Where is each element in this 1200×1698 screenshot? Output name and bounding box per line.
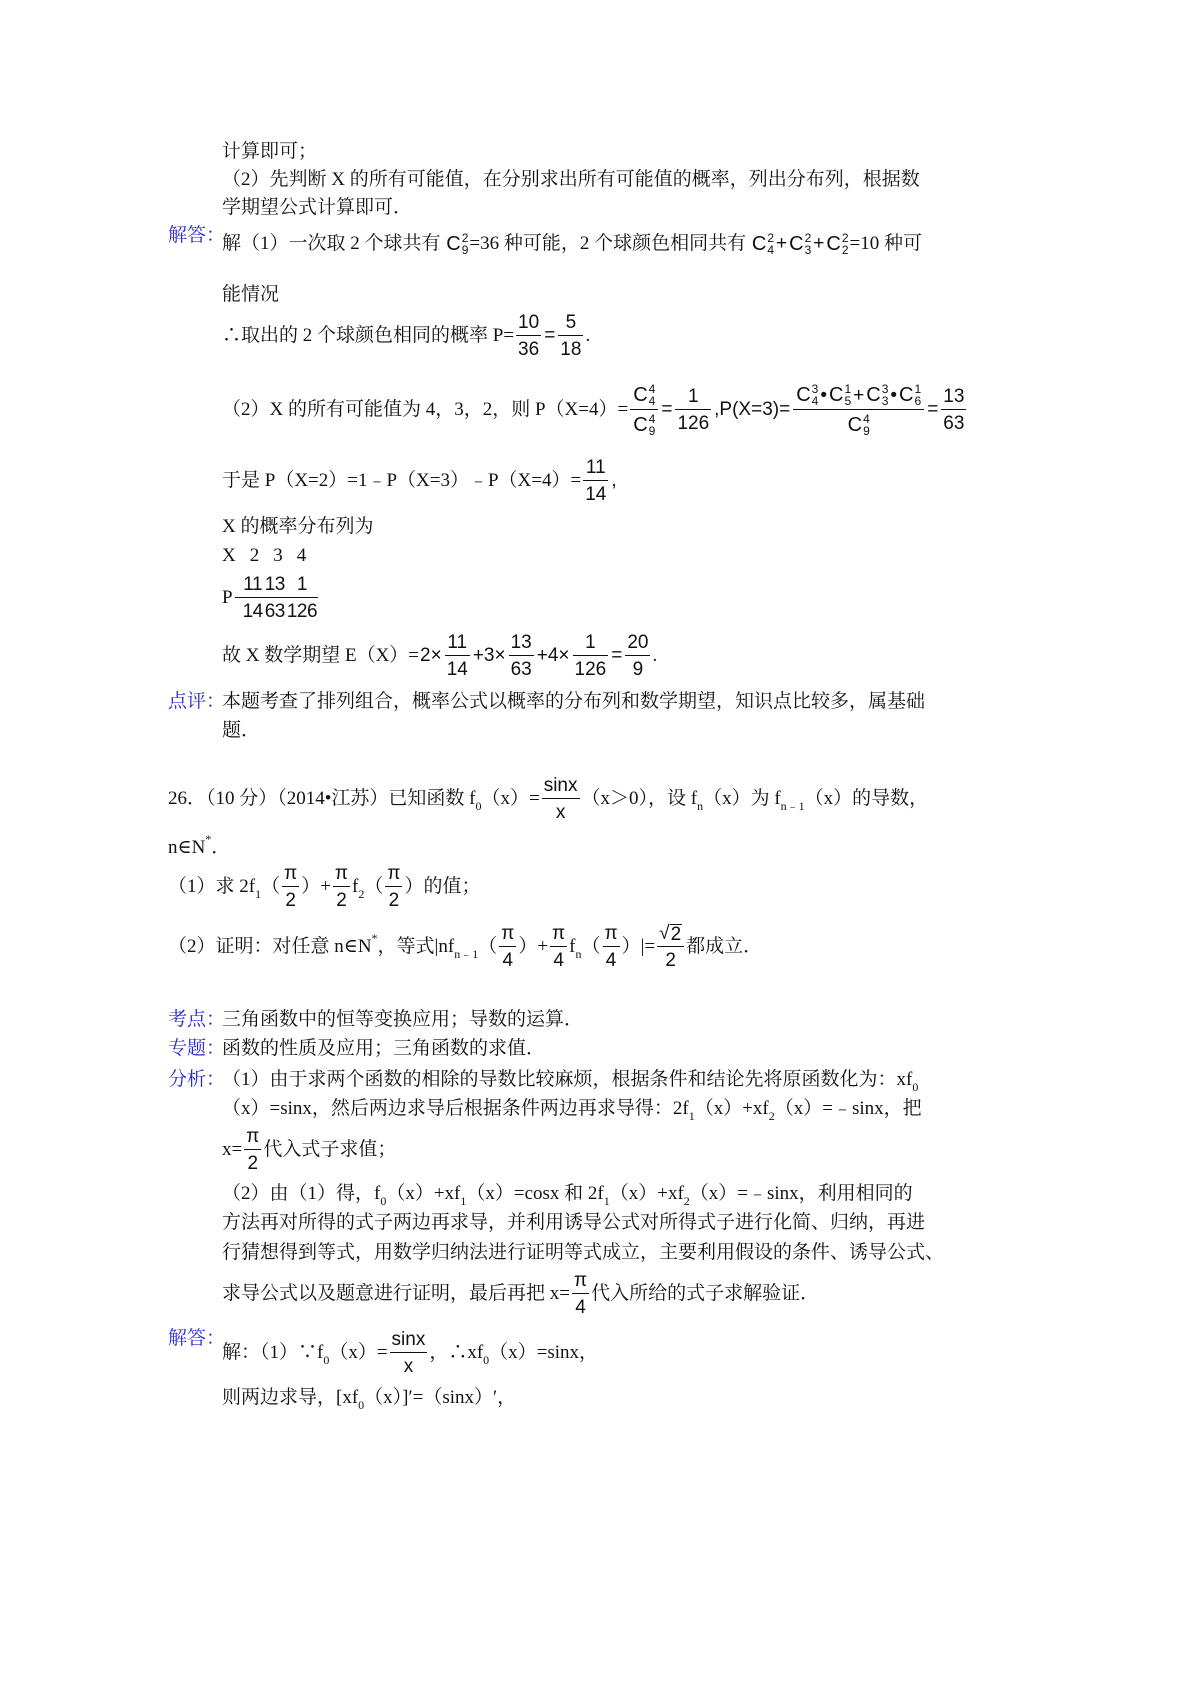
text-run: （2）由（1）得，f [222,1183,381,1204]
dist-x-value: 2 [249,545,260,566]
fraction-numerator: 20 [625,632,650,656]
text-run: 代入所给的式子求解验证． [591,1283,820,1304]
dist-p-label: P [222,587,233,608]
math-symbol: ,P(X=3)= [714,399,791,420]
math-symbol: = [927,399,939,420]
combination-upper-index: 4 [863,412,870,426]
fraction-numerator [630,383,658,410]
combination-indices [863,413,870,437]
text-run: （x）+xf [609,1183,684,1204]
fraction-denominator: 4 [605,950,617,971]
combination-lower-index: 9 [648,424,656,438]
distribution-table-row-p [222,568,318,628]
combination-base: C [789,233,804,255]
subscript: 0 [380,1194,387,1208]
text-run: （x）=sinx， [489,1342,599,1363]
text-run: 三角函数中的恒等变换应用；导数的运算． [222,1009,584,1030]
fraction [583,457,608,505]
text-run: （x）= [329,1342,388,1363]
combination-base: C [796,384,811,406]
combination-indices [842,232,849,256]
comment-line [222,672,925,732]
fraction [941,386,966,434]
text-run: 代入式子求值； [263,1139,397,1160]
solution-label: 解答： [168,225,226,246]
text-run: （x）= [481,788,540,809]
math-symbol: • [890,384,898,406]
dist-x-label: X [222,545,236,566]
combination-base: C [633,384,648,406]
text-run: 学期望公式计算即可． [222,197,413,218]
fraction [603,923,620,971]
combination-upper-index: 2 [461,231,469,245]
text-run: （ [478,936,498,957]
text-run: 解（1）一次取 2 个球共有 [222,233,446,254]
text-run: =10 种可 [849,233,922,254]
text-run: f [352,876,359,897]
combination-lower-index: 3 [804,243,812,257]
text-run: （x）的导数， [804,788,929,809]
fraction [558,312,583,360]
fraction-denominator: 14 [585,484,607,505]
fraction [286,574,318,622]
combination-upper-index: 4 [648,382,656,396]
solution-line [222,1368,516,1428]
subscript: 2 [768,1109,775,1123]
text-run: 求导公式以及题意进行证明，最后再把 x= [222,1283,570,1304]
fraction-denominator [630,410,658,437]
subscript: 1 [460,1194,467,1208]
text-run: （x＞0），设 f [581,788,698,809]
combination-lower-index: 6 [914,394,922,408]
fraction-denominator [793,410,924,437]
analysis-label: 分析： [168,1069,226,1090]
math-symbol: = [611,645,623,666]
subscript: 1 [688,1109,695,1123]
combination-symbol [446,232,468,256]
text-run: （x）=﹣sinx，利用相同的 [689,1183,913,1204]
combination-upper-index: 2 [767,231,775,245]
fraction-denominator: 2 [665,950,676,971]
text-run: ）|= [621,936,656,957]
text-run: （1）由于求两个函数的相除的导数比较麻烦，根据条件和结论先将原函数化为：xf [222,1069,913,1090]
fraction [793,383,924,437]
fraction-denominator: 63 [943,413,965,434]
text-run: 函数的性质及应用；三角函数的求值． [222,1038,546,1059]
combination-symbol [866,383,888,407]
fraction-numerator: 11 [583,457,608,481]
question-26-part-1 [168,857,481,917]
combination-symbol [789,232,811,256]
text-run: x= [222,1139,243,1160]
text-run: （ [581,936,601,957]
text-run: 解：（1）∵f [222,1342,324,1363]
superscript: * [371,931,378,945]
solution-line [222,214,922,274]
fraction-numerator: 1 [573,632,609,656]
combination-base: C [866,384,881,406]
combination-indices [649,383,656,407]
fraction [572,1270,589,1318]
text-run: 故 X 数学期望 E（X）= [222,645,420,666]
fraction [264,574,286,622]
fraction-numerator [793,383,924,410]
combination-symbol [899,383,921,407]
combination-symbol [633,413,655,437]
text-run: （x）=﹣sinx，把 [774,1098,922,1119]
fraction-denominator: 14 [446,659,468,680]
combination-indices [767,232,774,256]
text-run: f [569,936,576,957]
combination-base: C [826,233,841,255]
text-run: 能情况 [222,284,280,305]
text-run: （x）=sinx，然后两边求导后根据条件两边再求导得：2f [222,1098,689,1119]
fraction [333,863,350,911]
subscript: 2 [683,1194,690,1208]
math-symbol: • [820,384,827,406]
solution-label: 解答： [168,1328,226,1349]
radicand: 2 [670,924,682,945]
fraction-denominator: 126 [286,601,318,622]
combination-symbol [752,232,774,256]
combination-base: C [751,233,767,255]
subscript: 0 [483,1353,490,1367]
solution-line [222,380,968,440]
fraction-denominator: x [403,1356,414,1377]
subscript: n [575,947,582,961]
math-symbol: + [853,384,865,406]
text-run: 26．（10 分）（2014•江苏）已知函数 f [168,788,476,809]
text-run: ）+ [518,936,549,957]
fraction-denominator: 4 [502,950,514,971]
fraction-denominator: 4 [553,950,564,971]
combination-lower-index: 4 [767,243,775,257]
radical-sign: √ [659,923,670,944]
question-26-stem [168,769,928,829]
fraction [657,923,684,971]
combination-indices [649,413,656,437]
subscript: 0 [912,1080,919,1094]
fraction-numerator: π [333,863,350,887]
combination-upper-index: 3 [811,382,819,396]
text-run: （x）=cosx 和 2f [466,1183,604,1204]
fraction-numerator [657,923,684,947]
comment-label: 点评： [168,691,226,712]
text-run: 计算即可； [222,141,318,162]
fraction-numerator: π [244,1126,261,1150]
fraction-denominator: 18 [560,339,582,360]
fraction-denominator: 63 [510,659,532,680]
fraction-numerator: π [385,863,402,887]
fraction-numerator: 13 [264,574,286,598]
combination-symbol [633,383,655,407]
fraction-denominator: 126 [677,413,710,434]
text-run: （1）求 2f [168,876,256,897]
fraction [542,775,580,823]
combination-upper-index: 1 [914,382,922,396]
combination-upper-index: 1 [844,382,852,396]
fraction-numerator: sinx [390,1329,428,1353]
text-run: 题． [222,720,261,741]
comment-line [222,701,260,761]
combination-indices [882,383,889,407]
subscript: 2 [358,887,365,901]
text-run: . [652,645,658,666]
fraction-denominator: 63 [264,601,285,622]
fraction-denominator: 2 [285,890,296,911]
question-26-part-2 [168,917,762,977]
combination-symbol [796,383,818,407]
math-symbol: = [544,325,556,346]
math-symbol: +3× [472,645,506,666]
fraction-numerator: 13 [509,632,534,656]
fraction-denominator: 2 [336,890,347,911]
subscript: n﹣1 [780,799,805,813]
combination-lower-index: 4 [648,394,656,408]
text-run: （x）]′=（sinx）′， [364,1387,517,1408]
fraction-denominator: 2 [247,1153,259,1174]
combination-upper-index: 2 [804,231,812,245]
combination-upper-index: 3 [881,382,889,396]
text-run: ，等式|nf [377,936,455,957]
combination-base: C [899,384,914,406]
subscript: 0 [323,1353,330,1367]
dist-x-value: 3 [273,545,283,566]
fraction-numerator: π [572,1270,589,1294]
text-run: ）的值； [404,876,481,897]
combination-lower-index: 5 [844,394,852,408]
combination-indices [915,383,922,407]
subscript: 1 [255,887,262,901]
text-run: （2）X 的所有可能值为 4，3，2，则 P（X=4）= [222,399,629,420]
fraction-denominator: 126 [574,659,607,680]
text-run: ∴取出的 2 个球颜色相同的概率 P= [222,325,515,346]
combination-base: C [847,414,863,436]
fraction-denominator: x [555,802,566,823]
solution-line [222,306,590,366]
combination-lower-index: 2 [841,243,849,257]
fraction-numerator: π [499,923,516,947]
dist-x-value: 4 [296,545,307,566]
dist-p-values [235,574,318,622]
fraction-numerator: 1 [286,574,318,598]
math-symbol: +4× [536,645,570,666]
text-run: X 的概率分布列为 [222,516,374,537]
combination-symbol [829,383,851,407]
text-run: ，∴xf [429,1342,484,1363]
fraction [630,383,658,437]
text-run: 行猜想得到等式，用数学归纳法进行证明等式成立，主要利用假设的条件、诱导公式、 [222,1242,945,1263]
fraction-denominator: 9 [632,659,644,680]
text-run: 本题考查了排列组合，概率公式以概率的分布列和数学期望，知识点比较多，属基础 [222,691,926,712]
text-run: 则两边求导，[xf [222,1387,359,1408]
combination-indices [462,232,469,256]
superscript: * [205,832,212,846]
fraction-denominator: 2 [388,890,400,911]
text-run: =36 种可能，2 个球颜色相同共有 [469,233,751,254]
fraction [550,923,567,971]
math-symbol: 2× [420,645,442,666]
text-run: （x）为 f [703,788,781,809]
math-symbol: + [776,233,788,254]
combination-base: C [446,233,461,255]
fraction-numerator: 5 [558,312,583,336]
topic-label: 专题： [168,1038,226,1059]
fraction [516,312,541,360]
combination-lower-index: 4 [811,394,819,408]
combination-lower-index: 9 [863,424,870,438]
combination-base: C [633,414,648,436]
fraction [235,574,264,622]
fraction-denominator: 36 [518,339,540,360]
fraction-denominator: 4 [575,1297,586,1318]
fraction-numerator: 1 [675,386,711,410]
fraction-denominator: 14 [242,601,263,622]
knowledge-point-label: 考点： [168,1009,226,1030]
text-run: （2）先判断 X 的所有可能值，在分别求出所有可能值的概率，列出分布列，根据数 [222,169,920,190]
fraction [499,923,516,971]
text-run: . [585,325,591,346]
text-run: （ [261,876,281,897]
combination-symbol [826,232,848,256]
fraction-numerator: 11 [445,632,470,656]
fraction-numerator: π [603,923,620,947]
subscript: n [697,799,704,813]
fraction-numerator: π [282,863,299,887]
combination-indices [805,232,812,256]
text-run: （2）证明：对任意 n∈N [168,936,372,957]
math-symbol: = [661,399,673,420]
combination-indices [812,383,819,407]
text-run: ）+ [301,876,331,897]
subscript: 1 [603,1194,610,1208]
square-root [659,923,682,944]
fraction-numerator: 10 [516,312,541,336]
text-run: （x）+xf [694,1098,769,1119]
text-run: 于是 P（X=2）=1﹣P（X=3）﹣P（X=4）= [222,470,582,491]
fraction-numerator: 13 [941,386,966,410]
combination-symbol [848,413,870,437]
text-run: 都成立． [686,936,763,957]
fraction [675,386,711,434]
fraction [385,863,402,911]
combination-lower-index: 3 [881,394,889,408]
text-run: （ [364,876,384,897]
fraction-numerator: π [550,923,567,947]
combination-upper-index: 2 [841,231,849,245]
text-run: （x）+xf [386,1183,461,1204]
fraction [282,863,299,911]
subscript: 0 [358,1398,365,1412]
fraction-numerator: sinx [542,775,580,799]
subscript: n﹣1 [454,947,479,961]
math-symbol: + [813,233,825,254]
subscript: 0 [475,799,482,813]
combination-indices [844,383,851,407]
combination-base: C [829,384,844,406]
combination-upper-index: 4 [648,412,656,426]
text-run: 方法再对所得的式子两边再求导，并利用诱导公式对所得式子进行化简、归纳，再进 [222,1212,926,1233]
text-run: ． [211,837,231,858]
combination-lower-index: 9 [461,243,469,257]
analysis-line [222,1264,819,1324]
math-symbol: , [611,470,617,491]
fraction-numerator: 11 [235,574,264,598]
text-run: n∈N [168,837,206,858]
